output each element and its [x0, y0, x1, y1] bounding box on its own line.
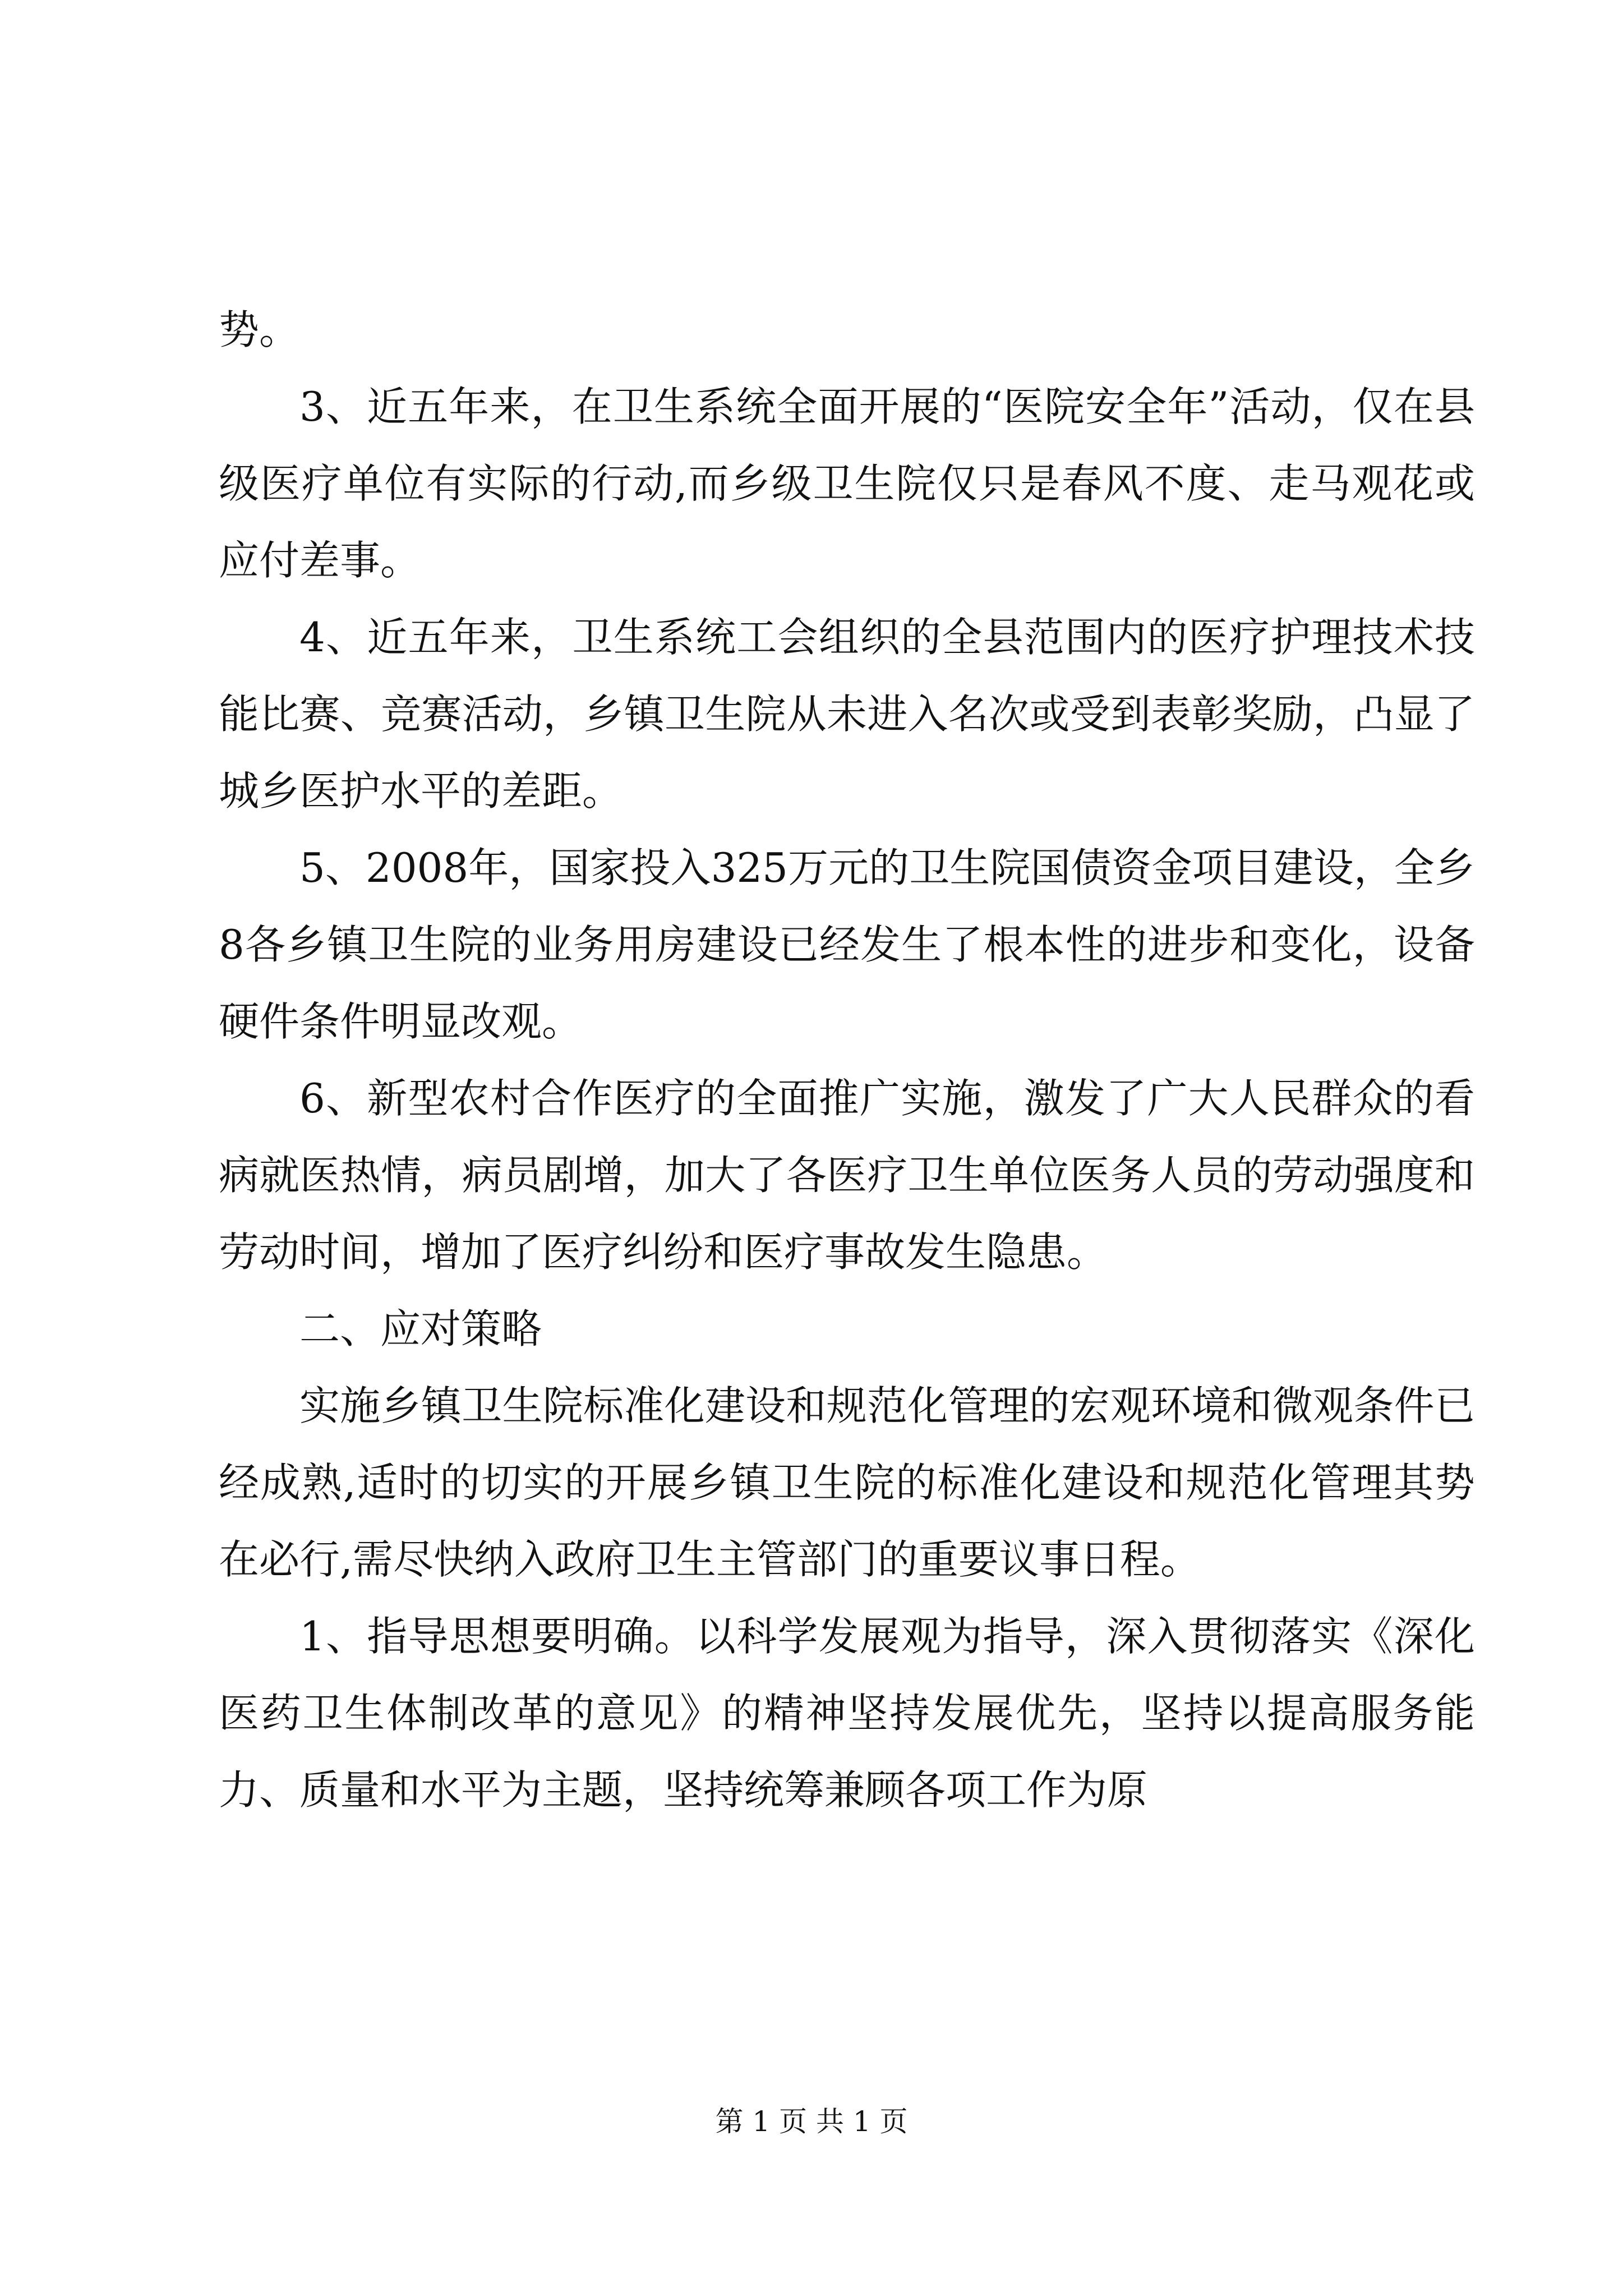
document-body: [219, 292, 1475, 1829]
paragraph-item-6: 6、新型农村合作医疗的全面推广实施，激发了广大人民群众的看病就医热情，病员剧增，加大了各医疗卫生单位医务人员的劳动强度和劳动时间，增加了医疗纠纷和医疗事故发生隐患。: [219, 1075, 1475, 1276]
section-heading-strategy: 二、应对策略: [299, 1305, 542, 1352]
paragraph-item-4: 4、近五年来，卫生系统工会组织的全县范围内的医疗护理技术技能比赛、竞赛活动，乡镇卫生院从未进入名次或受到表彰奖励，凸显了城乡医护水平的差距。: [219, 614, 1475, 815]
paragraph-item-5: 5、2008年，国家投入325万元的卫生院国债资金项目建设，全乡8各乡镇卫生院的业务用房建设已经发生了根本性的进步和变化，设备硬件条件明显改观。: [219, 844, 1475, 1045]
paragraph-strategy-intro: 实施乡镇卫生院标准化建设和规范化管理的宏观环境和微观条件已经成熟,适时的切实的开展乡镇卫生院的标准化建设和规范化管理其势在必行,需尽快纳入政府卫生主管部门的重要议事日程。: [219, 1382, 1475, 1583]
paragraph-continuation: 势。: [219, 306, 300, 353]
paragraph-item-3: 3、近五年来，在卫生系统全面开展的“医院安全年”活动，仅在县级医疗单位有实际的行动,而乡级卫生院仅只是春风不度、走马观花或应付差事。: [219, 383, 1475, 584]
paragraph-guiding-ideology: 1、指导思想要明确。以科学发展观为指导，深入贯彻落实《深化医药卫生体制改革的意见》的精神坚持发展优先，坚持以提高服务能力、质量和水平为主题，坚持统筹兼顾各项工作为原: [219, 1613, 1475, 1814]
page-footer: 第 1 页 共 1 页: [715, 2105, 908, 2138]
